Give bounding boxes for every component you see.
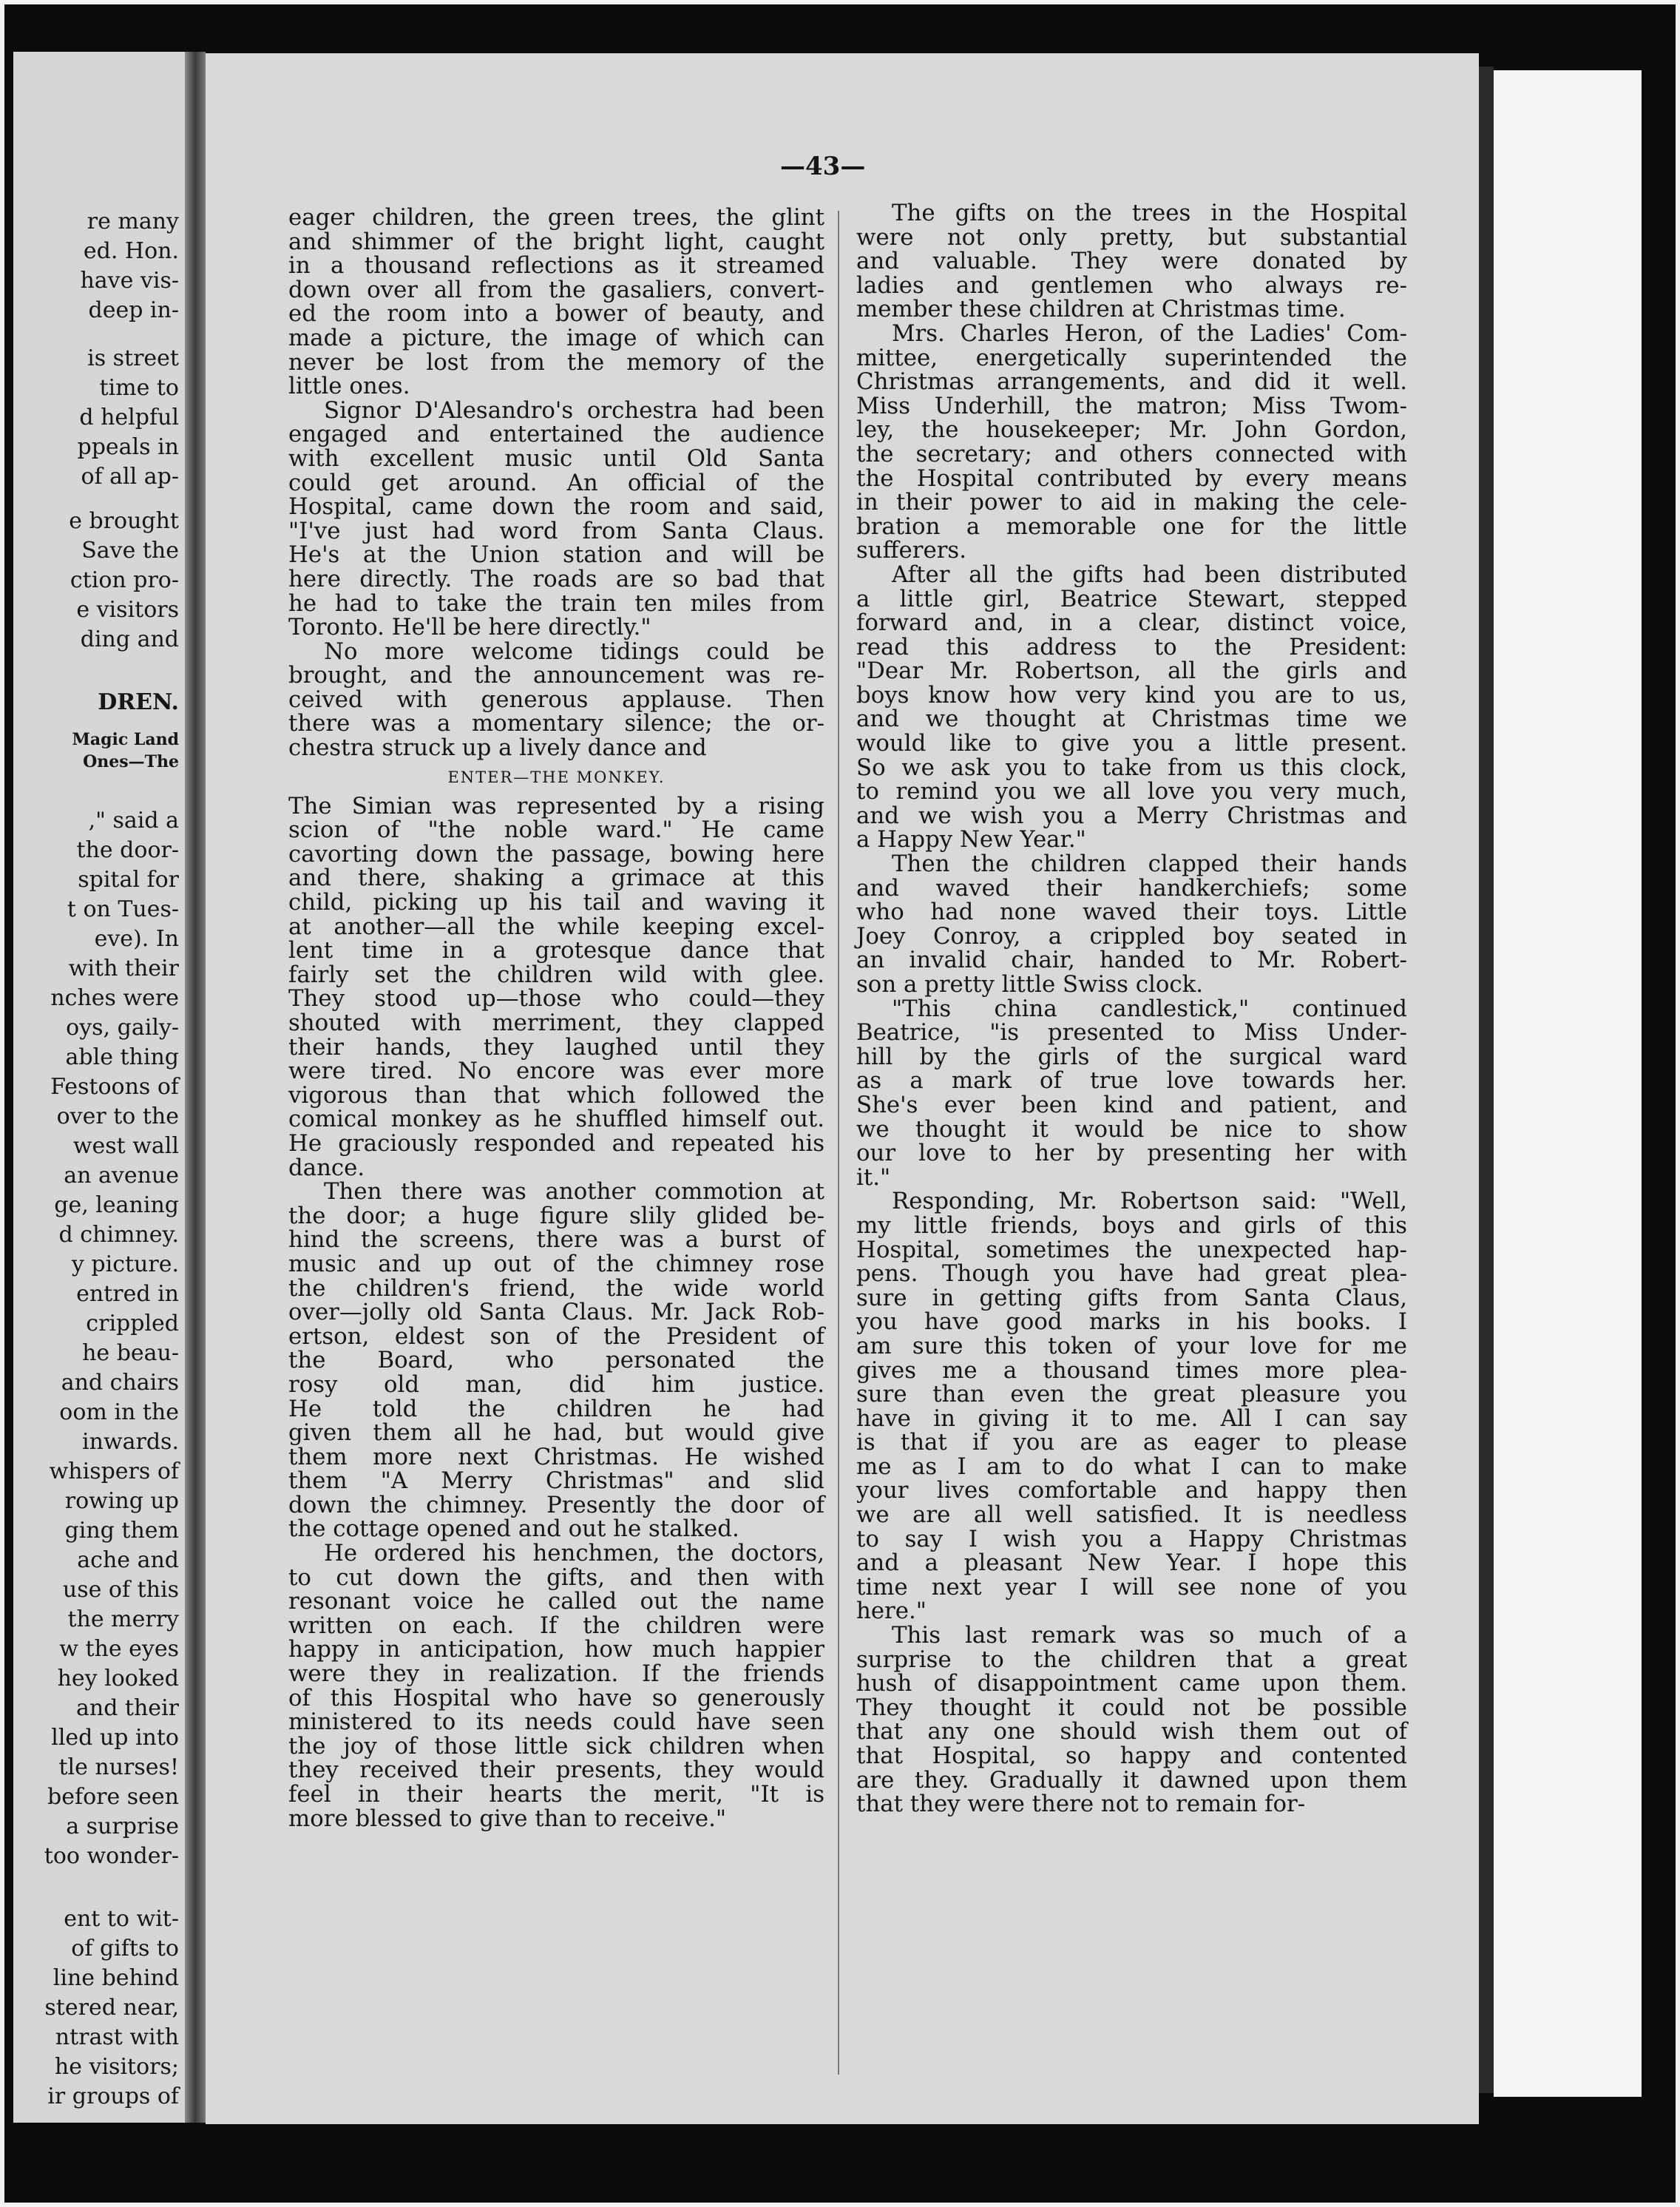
previous-page-line: the merry bbox=[67, 1606, 179, 1632]
text-line: a Happy New Year." bbox=[856, 826, 1086, 854]
previous-page-line: entred in bbox=[76, 1281, 179, 1307]
text-line: Christmas arrangements, and did it well. bbox=[856, 368, 1407, 396]
text-line: and we wish you a Merry Christmas and bbox=[856, 802, 1407, 829]
text-line: gives me a thousand times more plea- bbox=[856, 1356, 1407, 1384]
text-line: am sure this token of your love for me bbox=[856, 1332, 1407, 1359]
text-line: member these children at Christmas time. bbox=[856, 296, 1346, 323]
previous-page-line: and their bbox=[75, 1695, 179, 1721]
text-line: Then the children clapped their hands bbox=[892, 851, 1407, 878]
previous-page-line: w the eyes bbox=[59, 1636, 179, 1662]
previous-page-line: too wonder- bbox=[44, 1843, 179, 1869]
paragraph bbox=[856, 563, 1407, 852]
text-line: He's at the Union station and will be bbox=[288, 541, 824, 569]
text-line: rosy old man, did him justice. bbox=[288, 1370, 824, 1398]
previous-page-line: deep in- bbox=[88, 297, 179, 323]
section-subheading: ENTER—THE MONKEY. bbox=[447, 768, 665, 786]
text-line: in their power to aid in making the cele- bbox=[856, 489, 1407, 516]
column-left bbox=[288, 206, 824, 1831]
text-line: Responding, Mr. Robertson said: "Well, bbox=[892, 1188, 1407, 1215]
previous-page-line: DREN. bbox=[98, 689, 179, 715]
text-line: never be lost from the memory of the bbox=[288, 348, 824, 376]
previous-page-line: oom in the bbox=[59, 1399, 179, 1425]
text-line: the cottage opened and out he stalked. bbox=[288, 1515, 739, 1543]
text-line: The Simian was represented by a rising bbox=[288, 792, 824, 819]
previous-page-line: ntrast with bbox=[55, 2024, 179, 2050]
text-line: your lives comfortable and happy then bbox=[856, 1477, 1407, 1504]
text-line: Then there was another commotion at bbox=[324, 1178, 824, 1206]
paragraph bbox=[856, 1623, 1407, 1816]
text-line: more blessed to give than to receive." bbox=[288, 1805, 727, 1832]
paragraph bbox=[856, 852, 1407, 997]
text-line: They stood up—those who could—they bbox=[288, 985, 824, 1013]
previous-page-line: Ones—The bbox=[83, 752, 179, 771]
previous-page-line: a surprise bbox=[66, 1814, 179, 1839]
text-line: ministered to its needs could have seen bbox=[288, 1709, 824, 1736]
text-line: Hospital, sometimes the unexpected hap- bbox=[856, 1236, 1407, 1263]
text-line: over—jolly old Santa Claus. Mr. Jack Rob- bbox=[288, 1299, 824, 1326]
previous-page-line: and chairs bbox=[61, 1370, 179, 1396]
paragraph bbox=[856, 322, 1407, 563]
text-line: to say I wish you a Happy Christmas bbox=[856, 1525, 1407, 1552]
text-line: engaged and entertained the audience bbox=[288, 421, 824, 448]
previous-page-line: nches were bbox=[50, 985, 179, 1011]
paragraph bbox=[856, 997, 1407, 1190]
text-line: as a mark of true love towards her. bbox=[856, 1067, 1407, 1095]
text-line: and valuable. They were donated by bbox=[856, 248, 1407, 275]
text-line: down the chimney. Presently the door of bbox=[288, 1491, 824, 1518]
text-line: sure in getting gifts from Santa Claus, bbox=[856, 1284, 1407, 1311]
text-line: an invalid chair, handed to Mr. Robert- bbox=[856, 947, 1407, 974]
text-line: a little girl, Beatrice Stewart, stepped bbox=[856, 585, 1407, 612]
text-line: Mrs. Charles Heron, of the Ladies' Com- bbox=[892, 320, 1407, 347]
text-line: to remind you we all love you very much, bbox=[856, 778, 1407, 805]
text-line: "This china candlestick," continued bbox=[892, 995, 1407, 1022]
previous-page-line: ir groups of bbox=[47, 2083, 179, 2109]
text-line: and there, shaking a grimace at this bbox=[288, 865, 824, 892]
text-line: at another—all the while keeping excel- bbox=[288, 913, 824, 940]
previous-page-line: time to bbox=[99, 375, 179, 401]
text-line: After all the gifts had been distributed bbox=[892, 561, 1407, 588]
previous-page-line: is street bbox=[87, 345, 179, 371]
paragraph bbox=[856, 1189, 1407, 1623]
text-line: sufferers. bbox=[856, 537, 967, 564]
text-line: hush of disappointment came upon them. bbox=[856, 1670, 1407, 1697]
text-line: ed the room into a bower of beauty, and bbox=[288, 300, 824, 328]
text-line: ley, the housekeeper; Mr. John Gordon, bbox=[856, 416, 1407, 444]
previous-page-line: ppeals in bbox=[77, 434, 179, 460]
text-line: the secretary; and others connected with bbox=[856, 440, 1407, 467]
text-line: the Board, who personated the bbox=[288, 1347, 824, 1374]
text-line: read this address to the President: bbox=[856, 633, 1407, 660]
previous-page-line: ent to wit- bbox=[64, 1906, 179, 1932]
text-line: little ones. bbox=[288, 373, 410, 400]
previous-page-line: Festoons of bbox=[50, 1074, 179, 1100]
text-line: sure than even the great pleasure you bbox=[856, 1381, 1407, 1408]
text-line: lent time in a grotesque dance that bbox=[288, 937, 824, 964]
previous-page-line: eve). In bbox=[94, 926, 179, 952]
previous-page-line: rowing up bbox=[64, 1488, 179, 1514]
previous-page-line: able thing bbox=[65, 1044, 179, 1070]
text-line: who had none waved their toys. Little bbox=[856, 899, 1407, 926]
text-line: eager children, the green trees, the glint bbox=[288, 204, 824, 231]
text-line: there was a momentary silence; the or- bbox=[288, 710, 824, 737]
text-line: with excellent music until Old Santa bbox=[288, 445, 824, 472]
text-line: son a pretty little Swiss clock. bbox=[856, 971, 1204, 998]
text-line: we thought it would be nice to show bbox=[856, 1115, 1407, 1143]
text-line: shouted with merriment, they clapped bbox=[288, 1010, 824, 1036]
text-line: mittee, energetically superintended the bbox=[856, 344, 1407, 371]
text-line: were they in realization. If the friends bbox=[288, 1660, 824, 1688]
previous-page-line: he beau- bbox=[82, 1340, 179, 1366]
previous-page-line: t on Tues- bbox=[67, 896, 179, 922]
text-line: He told the children he had bbox=[288, 1395, 824, 1422]
text-line: He graciously responded and repeated his bbox=[288, 1129, 824, 1157]
previous-page-line: crippled bbox=[86, 1311, 179, 1336]
previous-page-line: stered near, bbox=[44, 1995, 179, 2021]
text-line: them "A Merry Christmas" and slid bbox=[288, 1467, 824, 1495]
text-line: were tired. No encore was ever more bbox=[288, 1058, 824, 1085]
text-line: surprise to the children that a great bbox=[856, 1646, 1407, 1673]
text-line: pens. Though you have had great plea- bbox=[856, 1260, 1407, 1288]
text-line: down over all from the gasaliers, convert- bbox=[288, 276, 824, 303]
page-edge bbox=[1479, 67, 1494, 2093]
text-line: and we thought at Christmas time we bbox=[856, 706, 1407, 733]
text-line: our love to her by presenting her with bbox=[856, 1140, 1407, 1167]
text-line: would like to give you a little present. bbox=[856, 730, 1407, 757]
paragraph bbox=[288, 206, 824, 399]
text-line: "I've just had word from Santa Claus. bbox=[288, 517, 824, 544]
text-line: of this Hospital who have so generously bbox=[288, 1684, 824, 1711]
text-line: bration a memorable one for the little bbox=[856, 513, 1407, 540]
text-line: ertson, eldest son of the President of bbox=[288, 1322, 824, 1350]
paragraph bbox=[288, 640, 824, 760]
previous-page-line: tle nurses! bbox=[58, 1754, 179, 1780]
text-line: scion of "the noble ward." He came bbox=[288, 817, 824, 844]
previous-page-line: before seen bbox=[47, 1784, 179, 1810]
text-line: comical monkey as he shuffled himself out. bbox=[288, 1106, 824, 1133]
previous-page-line: Save the bbox=[81, 538, 179, 564]
text-line: The gifts on the trees in the Hospital bbox=[892, 200, 1407, 226]
text-line: hill by the girls of the surgical ward bbox=[856, 1043, 1407, 1070]
text-line: So we ask you to take from us this clock, bbox=[856, 754, 1407, 781]
background-right bbox=[1494, 70, 1642, 2097]
text-line: forward and, in a clear, distinct voice, bbox=[856, 609, 1407, 637]
text-line: and a pleasant New Year. I hope this bbox=[856, 1549, 1407, 1577]
text-line: is that if you are as eager to please bbox=[856, 1429, 1407, 1456]
previous-page-line: an avenue bbox=[64, 1163, 179, 1189]
paragraph bbox=[288, 1541, 824, 1831]
previous-page-line: y picture. bbox=[71, 1251, 179, 1277]
column-right bbox=[856, 201, 1407, 1816]
paragraph bbox=[288, 396, 824, 641]
text-line: Miss Underhill, the matron; Miss Twom- bbox=[856, 392, 1407, 419]
text-line: "Dear Mr. Robertson, all the girls and bbox=[856, 658, 1407, 685]
text-line: fairly set the children wild with glee. bbox=[288, 961, 824, 988]
previous-page-line: of gifts to bbox=[71, 1936, 179, 1961]
text-line: their hands, they laughed until they bbox=[288, 1033, 824, 1061]
text-line: No more welcome tidings could be bbox=[324, 638, 824, 665]
text-line: and waved their handkerchiefs; some bbox=[856, 874, 1407, 902]
previous-page-line: ," said a bbox=[88, 808, 179, 834]
text-line: my little friends, boys and girls of this bbox=[856, 1211, 1407, 1239]
previous-page-line: ding and bbox=[80, 626, 179, 652]
text-line: dance. bbox=[288, 1154, 365, 1181]
previous-page-line: spital for bbox=[78, 867, 179, 893]
text-line: the joy of those little sick children when bbox=[288, 1732, 824, 1760]
text-line: here directly. The roads are so bad that bbox=[288, 565, 824, 592]
text-line: brought, and the announcement was re- bbox=[288, 662, 824, 689]
previous-page-line: with their bbox=[68, 956, 179, 981]
previous-page-line: lled up into bbox=[51, 1725, 179, 1751]
text-line: They thought it could not be possible bbox=[856, 1694, 1407, 1721]
previous-page-line: inwards. bbox=[82, 1429, 179, 1455]
text-line: could get around. An official of the bbox=[288, 469, 824, 496]
previous-page-line: have vis- bbox=[80, 268, 179, 294]
text-line: made a picture, the image of which can bbox=[288, 324, 824, 351]
text-line: Toronto. He'll be here directly." bbox=[288, 614, 651, 641]
text-line: the Hospital contributed by every means bbox=[856, 464, 1407, 492]
previous-page-line: ed. Hon. bbox=[83, 238, 179, 264]
text-line: music and up out of the chimney rose bbox=[288, 1250, 824, 1277]
text-line: that they were there not to remain for- bbox=[856, 1791, 1306, 1818]
text-line: child, picking up his tail and waving it bbox=[288, 889, 824, 916]
book-gutter bbox=[185, 52, 206, 2123]
text-line: happy in anticipation, how much happier bbox=[288, 1636, 824, 1663]
text-line: written on each. If the children were bbox=[288, 1612, 824, 1639]
text-line: are they. Gradually it dawned upon them bbox=[856, 1766, 1407, 1794]
text-line: She's ever been kind and patient, and bbox=[856, 1091, 1407, 1118]
previous-page-line: ction pro- bbox=[70, 567, 179, 593]
previous-page-line: of all ap- bbox=[81, 464, 179, 490]
text-line: that Hospital, so happy and contented bbox=[856, 1743, 1407, 1769]
text-line: Hospital, came down the room and said, bbox=[288, 493, 824, 521]
previous-page-line: ging them bbox=[64, 1518, 179, 1544]
text-line: and shimmer of the bright light, caught bbox=[288, 228, 824, 255]
text-line: it." bbox=[856, 1163, 891, 1191]
previous-page-fragment bbox=[13, 52, 185, 2123]
text-line: This last remark was so much of a bbox=[892, 1622, 1407, 1649]
text-line: vigorous than that which followed the bbox=[288, 1081, 824, 1109]
paragraph bbox=[288, 794, 824, 1180]
text-line: they received their presents, they would bbox=[288, 1757, 824, 1784]
column-divider bbox=[838, 211, 839, 2075]
text-line: to cut down the gifts, and then with bbox=[288, 1564, 824, 1591]
text-line: ceived with generous applause. Then bbox=[288, 686, 824, 713]
text-line: that any one should wish them out of bbox=[856, 1718, 1407, 1745]
text-line: here." bbox=[856, 1598, 927, 1625]
text-line: He ordered his henchmen, the doctors, bbox=[324, 1540, 824, 1567]
text-line: hind the screens, there was a burst of bbox=[288, 1226, 824, 1254]
text-line: me as I am to do what I can to make bbox=[856, 1453, 1407, 1480]
text-line: the children's friend, the wide world bbox=[288, 1274, 824, 1302]
text-line: boys know how very kind you are to us, bbox=[856, 681, 1407, 709]
previous-page-line: oys, gaily- bbox=[66, 1015, 179, 1041]
page-number: —43— bbox=[780, 152, 866, 181]
previous-page-line: line behind bbox=[52, 1965, 179, 1991]
previous-page-line: west wall bbox=[72, 1133, 179, 1159]
previous-page-line: d helpful bbox=[79, 405, 179, 430]
text-line: have in giving it to me. All I can say bbox=[856, 1405, 1407, 1432]
previous-page-line: re many bbox=[87, 209, 179, 234]
previous-page-line: the door- bbox=[76, 837, 179, 863]
text-line: Joey Conroy, a crippled boy seated in bbox=[856, 922, 1407, 950]
previous-page-line: he visitors; bbox=[54, 2054, 179, 2080]
text-line: cavorting down the passage, bowing here bbox=[288, 840, 824, 868]
text-line: them more next Christmas. He wished bbox=[288, 1443, 824, 1470]
text-line: we are all well satisfied. It is needless bbox=[856, 1501, 1407, 1529]
previous-page-line: e visitors bbox=[76, 597, 179, 623]
previous-page-line: whispers of bbox=[49, 1459, 179, 1484]
text-line: Beatrice, "is presented to Miss Under- bbox=[856, 1019, 1407, 1047]
previous-page-line: over to the bbox=[56, 1104, 179, 1129]
previous-page-line: ge, leaning bbox=[54, 1192, 179, 1218]
text-line: resonant voice he called out the name bbox=[288, 1588, 824, 1615]
text-line: he had to take the train ten miles from bbox=[288, 589, 824, 617]
text-line: ladies and gentlemen who always re- bbox=[856, 271, 1407, 299]
text-line: feel in their hearts the merit, "It is bbox=[288, 1781, 824, 1808]
previous-page-line: hey looked bbox=[57, 1666, 179, 1691]
text-line: time next year I will see none of you bbox=[856, 1573, 1407, 1601]
text-line: were not only pretty, but substantial bbox=[856, 223, 1407, 251]
text-line: you have good marks in his books. I bbox=[856, 1308, 1407, 1336]
previous-page-line: use of this bbox=[62, 1577, 179, 1603]
text-line: the door; a huge figure slily glided be- bbox=[288, 1202, 824, 1229]
previous-page-line: e brought bbox=[69, 508, 179, 534]
previous-page-line: Magic Land bbox=[72, 730, 179, 749]
text-line: given them all he had, but would give bbox=[288, 1419, 824, 1447]
paragraph bbox=[856, 201, 1407, 322]
previous-page-line: ache and bbox=[77, 1547, 179, 1573]
paragraph bbox=[288, 1180, 824, 1541]
text-line: in a thousand reflections as it streamed bbox=[288, 252, 824, 280]
text-line: chestra struck up a lively dance and bbox=[288, 734, 707, 762]
text-line: Signor D'Alesandro's orchestra had been bbox=[324, 396, 824, 424]
previous-page-line: d chimney. bbox=[58, 1222, 179, 1248]
